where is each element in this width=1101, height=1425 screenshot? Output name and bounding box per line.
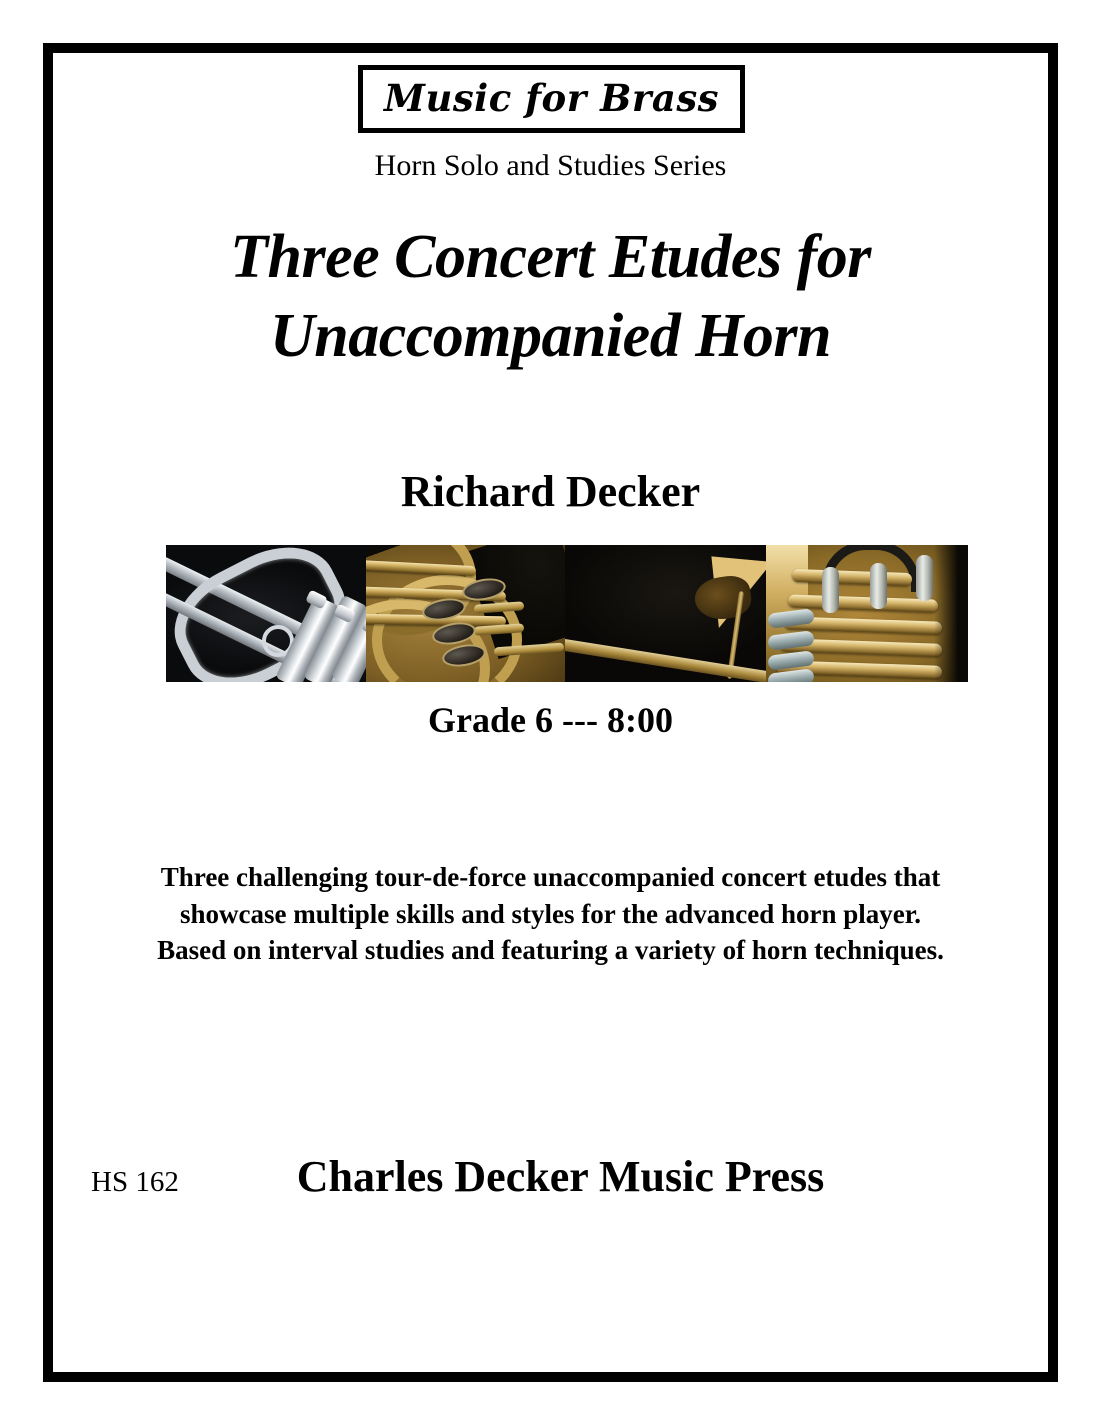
trombone-photo — [565, 545, 766, 682]
composer-name: Richard Decker — [400, 467, 701, 516]
tuba-photo — [766, 545, 968, 682]
instrument-photo-strip — [166, 545, 968, 682]
description-line-3: Based on interval studies and featuring a variety of horn techniques. — [157, 935, 944, 966]
tuba-slide-1 — [792, 569, 912, 586]
page-title — [93, 218, 1008, 377]
series-subtitle: Horn Solo and Studies Series — [374, 149, 727, 182]
series-title: Music for Brass — [383, 75, 720, 120]
page-border-frame — [43, 43, 1058, 1382]
trumpet-photo — [166, 545, 366, 682]
series-header-box — [358, 65, 745, 133]
tuba-backdrop — [934, 545, 968, 682]
title-line-2: Unaccompanied Horn — [269, 302, 832, 371]
tuba-bend-cap-3 — [916, 555, 933, 601]
footer — [53, 1153, 1048, 1213]
grade-duration: Grade 6 --- 8:00 — [428, 700, 673, 740]
title-line-1: Three Concert Etudes for — [230, 223, 871, 291]
french-horn-photo — [366, 545, 565, 682]
tuba-bend-cap-1 — [822, 567, 839, 613]
publisher-name: Charles Decker Music Press — [296, 1152, 825, 1201]
description-block — [123, 859, 978, 969]
description-line-2: showcase multiple skills and styles for the advanced horn player. — [179, 898, 922, 929]
description-line-1: Three challenging tour-de-force unaccompanied concert etudes that — [160, 862, 941, 892]
page-content-area — [53, 53, 1048, 1372]
catalog-number: HS 162 — [91, 1166, 179, 1198]
tuba-bend-cap-2 — [870, 563, 887, 609]
